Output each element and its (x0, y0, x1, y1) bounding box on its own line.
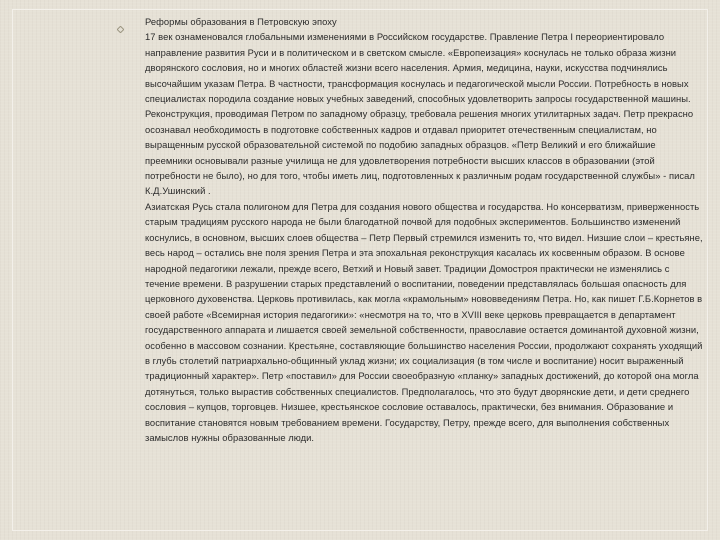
paragraph-petrine-reforms: 17 век ознаменовался глобальными изменениями в Российском государстве. Правление Петра I переориентировало направление развития Руси и в политическом и в светском смысле. «Европеизация» коснулась не только образа жизни дворянского сословия, но и многих областей жизни всего населения. Армия, медицина, науки, искусства подчинялись высочайшим указам Петра. В частности, трансформация коснулась и педагогической мысли России. Потребность в новых специалистах породила создание новых учебных заведений, способных удовлетворить запросы государственной машины. Реконструкция, проводимая Петром по западному образцу, требовала решения многих утилитарных задач. Петр прекрасно осознавал необходимость в подготовке собственных кадров и отдавал приоритет отечественным специалистам, но выращенным русской образовательной системой по подобию западных образцов. «Петр Великий и его ближайшие преемники основывали разные училища не для удовлетворения потребности высших классов в образовании (этой потребности не было), но для того, чтобы иметь лиц, подготовленных к различным родам государственной службы» - писал К.Д.Ушинский . (145, 31, 695, 197)
paragraph-asiatic-rus: Азиатская Русь стала полигоном для Петра для создания нового общества и государства. Но консерватизм, приверженность старым традициям русского народа не были благодатной почвой для подобных экспериментов. Большинство изменений коснулись, в основном, высших слоев общества – Петр Первый стремился изменить то, что видел. Низшие слои – крестьяне, весь народ – остались вне поля зрения Петра и эта эпохальная реконструкция касалась их косвенным образом. В основе народной педагогики лежали, прежде всего, Ветхий и Новый завет. Традиции Домостроя практически не изменялись с течение времени. В разрушении старых представлений о воспитании, поведении представлялась большая опасность для церковного духовенства. Церковь противилась, как могла «крамольным» нововведениям Петра. Но, как пишет Г.Б.Корнетов в своей работе «Всемирная история педагогики»: «несмотря на то, что в XVIII веке церковь превращается в департамент государственного аппарата и лишается своей земельной собственности, православие остается доминантой духовной жизни, особенно в массовом сознании. Крестьяне, составляющие большинство населения России, продолжают сохранять уходящий в глубь столетий патриархально-общинный уклад жизни; их социализация (в том числе и воспитание) носит выраженный традиционный характер». Петр «поставил» для России своеобразную «планку» западных достижений, до которой она могла дотянуться, только вырастив собственных специалистов. Предполагалось, что это будут дворянские дети, и дети среднего сословия – купцов, торговцев. Низшее, крестьянское сословие оставалось, практически, без внимания. Образование и воспитание становятся новым требованием времени. Государству, Петру, прежде всего, для выполнения собственных замыслов нужны образованные люди. (145, 200, 703, 443)
slide-text-block (145, 14, 705, 445)
slide-title: Реформы образования в Петровскую эпоху (145, 16, 337, 27)
hollow-diamond-bullet-icon (117, 20, 124, 27)
